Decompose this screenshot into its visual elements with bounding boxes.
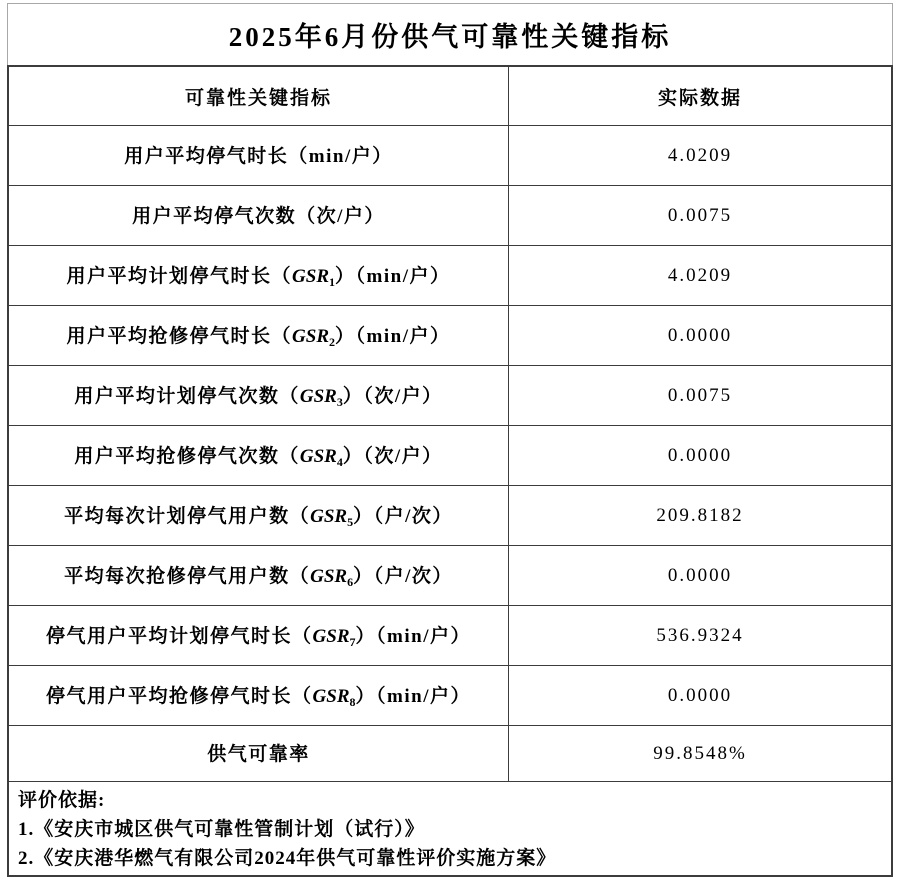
- gsr-symbol: GSR: [310, 506, 348, 527]
- table-row: [9, 665, 891, 725]
- indicator-value: 0.0075: [667, 204, 733, 226]
- table-row: [9, 305, 891, 365]
- indicator-label: 供气可靠率: [207, 744, 310, 765]
- indicator-value: 0.0000: [667, 444, 733, 466]
- indicator-label-cell: [9, 426, 509, 485]
- gsr-subscript: 7: [349, 635, 356, 649]
- indicator-label-cell: [9, 486, 509, 545]
- indicator-value: 209.8182: [656, 504, 744, 526]
- indicator-value-cell: [509, 726, 891, 781]
- gsr-subscript: 4: [336, 455, 343, 469]
- indicator-label-cell: [9, 726, 509, 781]
- indicator-label-cell: [9, 366, 509, 425]
- indicator-label: 用户平均停气次数（次/户）: [132, 206, 385, 227]
- table-row: [9, 725, 891, 781]
- table-row: [9, 485, 891, 545]
- table-row: [9, 185, 891, 245]
- gsr-subscript: 3: [336, 395, 343, 409]
- gsr-symbol: GSR: [299, 386, 337, 407]
- header-value-label: 实际数据: [657, 87, 742, 109]
- evaluation-basis-item: 2.《安庆港华燃气有限公司2024年供气可靠性评价实施方案》: [18, 848, 557, 869]
- indicator-label: 停气用户平均抢修停气时长$(GSR_8)(\min/$户）: [46, 686, 471, 709]
- indicator-value: 4.0209: [667, 144, 733, 166]
- indicator-value-cell: [509, 546, 891, 605]
- indicator-value: 536.9324: [656, 624, 744, 646]
- page-title: 2025年6月份供气可靠性关键指标: [228, 22, 672, 52]
- indicator-value: 4.0209: [667, 264, 733, 286]
- evaluation-basis-section: [9, 781, 891, 875]
- indicator-value-cell: [509, 606, 891, 665]
- evaluation-basis-heading: 评价依据:: [18, 790, 106, 811]
- evaluation-basis-item: 1.《安庆市城区供气可靠性管制计划（试行）》: [18, 819, 425, 840]
- indicator-value-cell: [509, 366, 891, 425]
- table-row: [9, 245, 891, 305]
- header-indicator-label: 可靠性关键指标: [184, 87, 332, 109]
- indicator-label: 平均每次计划停气用户数$(GSR_5)$（户/次）: [64, 506, 453, 529]
- gsr-subscript: 5: [347, 515, 354, 529]
- title-bar: [7, 3, 893, 65]
- indicator-label-cell: [9, 606, 509, 665]
- gsr-symbol: GSR: [312, 626, 350, 647]
- gsr-symbol: GSR: [292, 326, 330, 347]
- indicator-label-cell: [9, 666, 509, 725]
- gsr-symbol: GSR: [312, 686, 350, 707]
- table-row: [9, 605, 891, 665]
- header-value-cell: [509, 67, 891, 125]
- indicator-value-cell: [509, 426, 891, 485]
- indicators-table: [7, 65, 893, 877]
- indicator-label: 用户平均抢修停气次数$(GSR_4)$（次/户）: [74, 446, 443, 469]
- indicator-label-cell: [9, 246, 509, 305]
- gsr-subscript: 6: [347, 575, 354, 589]
- gsr-subscript: 8: [349, 695, 356, 709]
- header-indicator-cell: [9, 67, 509, 125]
- indicator-label-cell: [9, 306, 509, 365]
- indicator-label: 用户平均计划停气次数$(GSR_3)$（次/户）: [74, 386, 443, 409]
- indicator-label-cell: [9, 126, 509, 185]
- indicator-value-cell: [509, 486, 891, 545]
- indicator-label: 用户平均抢修停气时长$(GSR_2)(\min/$户）: [66, 326, 451, 349]
- gsr-subscript: 1: [329, 275, 336, 289]
- indicator-label-cell: [9, 546, 509, 605]
- gsr-symbol: GSR: [310, 566, 348, 587]
- indicator-value-cell: [509, 306, 891, 365]
- indicator-label: 用户平均停气时长（min/户）: [124, 146, 393, 167]
- indicator-label: 平均每次抢修停气用户数$(GSR_6)$（户/次）: [64, 566, 453, 589]
- gsr-symbol: GSR: [292, 266, 330, 287]
- table-row: [9, 365, 891, 425]
- table-row: [9, 545, 891, 605]
- indicator-value-cell: [509, 126, 891, 185]
- indicator-value: 0.0000: [667, 684, 733, 706]
- indicator-value-cell: [509, 246, 891, 305]
- indicator-value: 0.0000: [667, 324, 733, 346]
- table-row: [9, 425, 891, 485]
- table-header-row: [9, 67, 891, 125]
- indicator-label: 停气用户平均计划停气时长$(GSR_7)(\min/$户）: [46, 626, 471, 649]
- indicator-value: 99.8548%: [653, 742, 747, 764]
- gsr-symbol: GSR: [299, 446, 337, 467]
- indicator-value-cell: [509, 666, 891, 725]
- indicator-label: 用户平均计划停气时长$(GSR_1)(\min/$户）: [66, 266, 451, 289]
- indicator-value: 0.0000: [667, 564, 733, 586]
- gsr-subscript: 2: [329, 335, 336, 349]
- table-row: [9, 125, 891, 185]
- indicator-value: 0.0075: [667, 384, 733, 406]
- indicator-label-cell: [9, 186, 509, 245]
- indicator-value-cell: [509, 186, 891, 245]
